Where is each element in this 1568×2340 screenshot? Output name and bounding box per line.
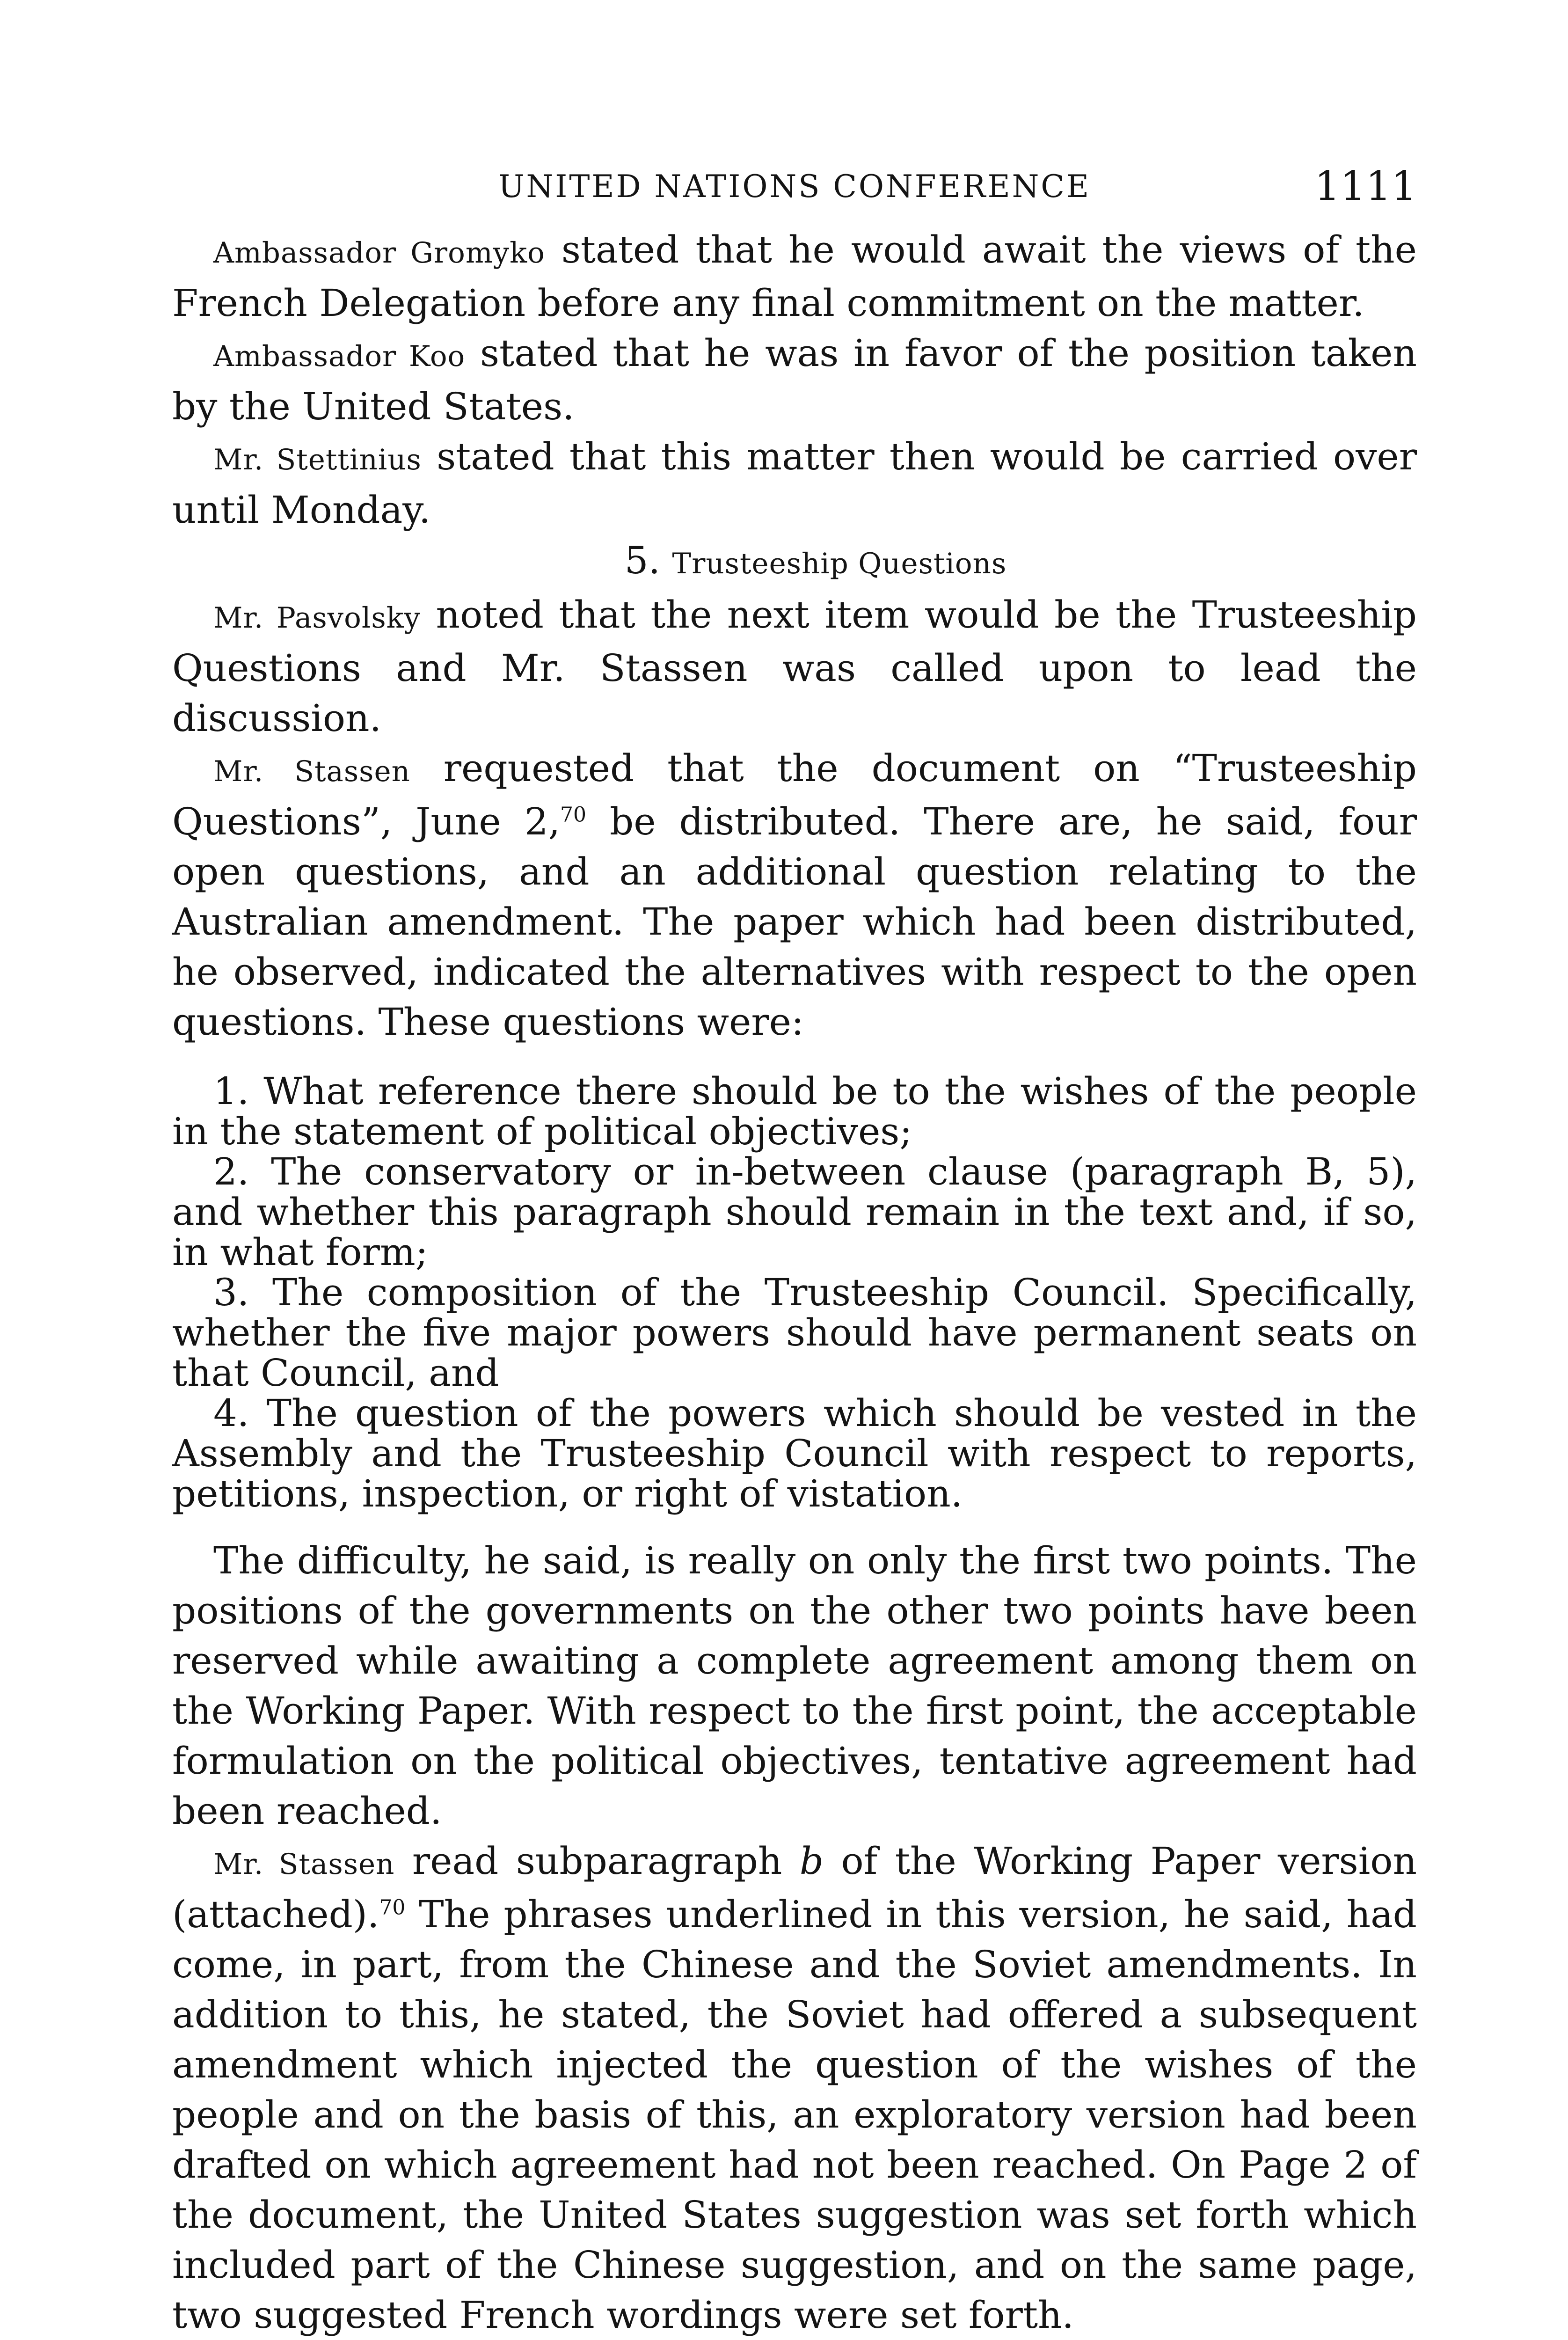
body-text-bottom <box>172 1536 1417 2340</box>
italic-letter: b <box>799 1839 824 1883</box>
paragraph <box>172 590 1417 743</box>
section-title: Trusteeship Questions <box>672 547 1007 580</box>
paragraph-text: noted that the next item would be the Trusteeship Questions and Mr. Stassen was called upon to lead the discussion. <box>172 593 1417 740</box>
paragraph-text: stated that he was in favor of the position taken by the United States. <box>172 331 1417 428</box>
paragraph-text: The phrases underlined in this version, he said, had come, in part, from the Chinese and the Soviet amendments. In addition to this, he stated, the Soviet had offered a subsequent amendment which injected the question of the wishes of the people and on the basis of this, an exploratory version had been drafted on which agreement had not been reached. On Page 2 of the document, the United States suggestion was set forth which included part of the Chinese suggestion, and on the same page, two suggested French wordings were set forth. <box>172 1893 1417 2337</box>
speaker-name: Ambassador Koo <box>213 340 466 373</box>
paragraph-text: requested that the document on “Trusteeship Questions”, June 2, <box>172 746 1417 843</box>
page-number: 1111 <box>1314 163 1417 210</box>
list-item: 3. The composition of the Trusteeship Council. Specifically, whether the five major powers should have permanent seats on that Council, and <box>172 1271 1417 1395</box>
paragraph: The difficulty, he said, is really on only the first two points. The positions of the governments on the other two points have been reserved while awaiting a complete agreement among them on the Working Paper. With respect to the first point, the acceptable formulation on the political objectives, tentative agreement had been reached. <box>172 1539 1417 1833</box>
speaker-name: Mr. Stassen <box>213 755 410 788</box>
list-item: 4. The question of the powers which should be vested in the Assembly and the Trusteeship Council with respect to reports, petitions, inspection, or right of vistation. <box>172 1391 1417 1515</box>
page-header <box>172 163 1417 225</box>
list-item: 1. What reference there should be to the wishes of the people in the statement of political objectives; <box>172 1069 1417 1153</box>
paragraph-text: stated that he would await the views of the French Delegation before any final commitment on the matter. <box>172 228 1417 325</box>
speaker-name: Mr. Pasvolsky <box>213 601 421 635</box>
speaker-name: Mr. Stettinius <box>213 443 422 476</box>
body-text-top <box>172 225 1417 1047</box>
document-page <box>172 163 1417 2340</box>
speaker-name: Ambassador Gromyko <box>213 236 545 270</box>
questions-list <box>172 1071 1417 1514</box>
section-heading <box>172 535 1417 590</box>
paragraph <box>172 1836 1417 2340</box>
paragraph <box>172 225 1417 328</box>
running-head: UNITED NATIONS CONFERENCE <box>498 168 1091 205</box>
paragraph-text: be distributed. There are, he said, four open questions, and an additional question relating to the Australian amendment. The paper which had been distributed, he observed, indicated the alternatives with respect to the open questions. These questions were: <box>172 800 1417 1044</box>
paragraph <box>172 743 1417 1047</box>
paragraph-text: of the Working Paper version (attached). <box>172 1839 1417 1936</box>
footnote-reference: 70 <box>560 803 587 827</box>
paragraph-text: read subparagraph <box>394 1839 800 1883</box>
paragraph <box>172 431 1417 535</box>
paragraph <box>172 328 1417 431</box>
list-item: 2. The conservatory or in-between clause (paragraph B, 5), and whether this paragraph should remain in the text and, if so, in what form; <box>172 1150 1417 1274</box>
paragraph-text: stated that this matter then would be carried over until Monday. <box>172 435 1417 532</box>
section-number: 5. <box>624 539 672 582</box>
speaker-name: Mr. Stassen <box>213 1848 395 1881</box>
footnote-reference: 70 <box>379 1895 406 1920</box>
